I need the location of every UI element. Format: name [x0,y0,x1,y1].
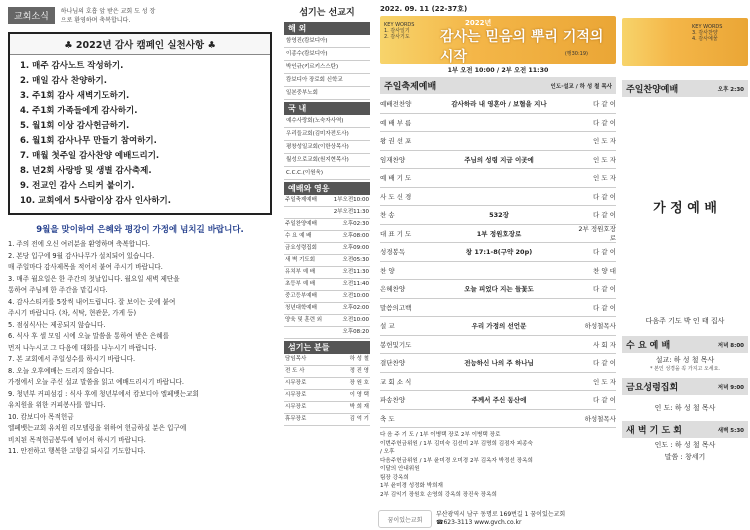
notice-column [0,0,280,530]
family-service: 가 정 예 배 [653,201,717,216]
wed-sermon: 설교: 하 성 철 목사 [655,356,715,364]
order-leader: 다 같 이 [593,303,616,312]
notice-desc-2: 으로 환영하며 축복합니다. [60,17,131,24]
worship-time: 오후08:20 [328,327,370,339]
order-part: 왕 권 선 포 [380,137,412,146]
church-phone: ☎623-3113 www.gvch.co.kr [436,519,522,526]
mission-item: 평창성일교회(이한상목사) [284,141,370,154]
order-leader: 인 도 자 [593,155,616,164]
order-part: 찬 송 [380,211,395,220]
order-row [380,114,616,133]
notice-item: 통하여 주님께 한 주간을 맡깁시다. [8,286,108,294]
order-leader: 다 같 이 [593,211,616,220]
domestic-header: 국 내 [284,102,370,115]
campaign-item: 3. 주1회 감사 새벽기도하기. [20,91,130,101]
order-row [380,280,616,299]
servant-row [284,414,370,426]
banner-year: 2022년 [465,19,492,27]
missions-title: 섬기는 선교지 [299,8,355,18]
order-part: 사 도 신 경 [380,192,412,201]
order-content: 전능하신 나의 주 하나님 [464,359,534,368]
dawn-sermon: 말씀 : 창세기 [664,453,706,461]
order-part: 임재찬양 [380,155,406,164]
worship-time-row [284,303,370,315]
order-part: 봉헌및기도 [380,340,412,349]
fri-time: 저녁 9:00 [717,384,744,391]
campaign-box [8,32,272,215]
order-leader: 찬 양 대 [593,266,616,275]
keywords-left [384,22,414,40]
wed-time: 저녁 8:00 [717,342,744,349]
worship-name: 유치부 예 배 [284,267,328,279]
order-part: 예 배 부 름 [380,118,412,127]
servant-row [284,378,370,390]
worship-time: 오후09:00 [328,243,370,255]
notice-header [8,6,272,24]
order-row [380,95,616,114]
order-part: 결단찬양 [380,359,406,368]
mission-item: 이종수(캄보디아) [284,48,370,61]
worship-time-row [284,219,370,231]
order-row [380,354,616,373]
order-leader: 인 도 자 [593,174,616,183]
order-row [380,151,616,170]
order-row [380,410,616,429]
servant-row [284,354,370,366]
keyword-label: KEY WORDS [384,22,415,28]
worship-time-row [284,315,370,327]
duty-line: / 오후 [380,449,395,455]
service-lead: 인도·설교 / 하 성 철 목사 [550,83,612,90]
order-row [380,391,616,410]
next-prayer: 다음주 기도 박 인 태 집사 [645,317,725,325]
order-content: 창 17:1-8(구약 20p) [465,248,533,257]
notice-item: 8. 오늘 오후예배는 드리지 않습니다. [8,366,114,375]
notice-item: 9. 청년부 커피섬김 : 식사 후에 청년부에서 캄보디아 엘페뱃는교회 [8,389,199,398]
notice-item: 6. 식사 후 셀 모임 시에 오늘 말씀을 통하여 받은 은혜를 [8,332,170,340]
servant-role: 담임목사 [284,354,329,366]
servant-row [284,366,370,378]
bulletin-date: 2022. 09. 11 (22-37호) [380,5,468,13]
sidebar-column [282,0,372,530]
worship-name: 금요성령집회 [284,243,328,255]
notice-item: 먼저 나누시고 그 다음에 대화를 나누시기 바랍니다. [8,343,157,352]
wed-service-bar [622,336,748,353]
servant-role: 시무장로 [284,390,329,402]
order-leader: 다 같 이 [593,248,616,257]
order-row [380,262,616,281]
notice-tag: 교회소식 [8,7,55,24]
campaign-item: 2. 매일 감사 찬양하기. [20,76,107,86]
servant-name: 하 성 철 [329,354,370,366]
order-row [380,243,616,262]
order-part: 대 표 기 도 [380,229,412,238]
campaign-item: 5. 월1회 이상 감사헌금하기. [20,121,130,131]
campaign-item: 1. 매주 감사노트 작성하기. [20,61,124,71]
notice-item: 1. 주의 전에 오신 여러분을 환영하며 축복합니다. [8,240,150,248]
servant-name: 김 억 기 [329,414,370,426]
order-leader: 인 도 자 [593,137,616,146]
notice-item: 11. 안전하고 행복한 고향길 되시길 기도합니다. [8,447,146,455]
order-part: 교 회 소 식 [380,377,412,386]
duty-line: 이달의 안내위원 [380,466,420,472]
order-row [380,336,616,355]
servant-role: 휴무장로 [284,414,329,426]
notice-item: 매 주일마다 감사제목을 적어서 붙여 주시기 바랍니다. [8,263,163,271]
notice-item: 3. 매주 월요일은 한 주간의 첫날입니다. 월요일 새벽 제단을 [8,274,180,283]
worship-time: 오전05:30 [328,255,370,267]
order-leader: 다 같 이 [593,118,616,127]
keyword-item: 4. 감사예물 [692,36,718,42]
notice-item: 5. 점심식사는 제공되지 않습니다. [8,320,106,329]
campaign-item: 4. 주1회 가족들에게 감사하기. [20,106,138,116]
order-part: 말씀의고백 [380,303,412,312]
domestic-list [284,115,370,180]
main-service-bar [380,77,616,94]
notice-item: 비치된 목적헌금봉투에 넣어서 하시기 바랍니다. [8,435,146,444]
campaign-item: 10. 교회에서 5사람이상 감사 인사하기. [20,196,171,206]
order-part: 축 도 [380,414,395,423]
mission-item: 함영진(캄보디아) [284,35,370,48]
order-leader: 다 같 이 [593,192,616,201]
order-leader: 인 도 자 [593,377,616,386]
worship-name: 주일축제예배 [284,195,328,207]
servant-role: 시무장로 [284,378,329,390]
right-banner [622,18,748,66]
dawn-service-bar [622,421,748,438]
duty-line: 다음주헌금위원 / 1부 윤미경 오미경 2부 김옥자 박정선 장옥희 [380,457,533,464]
duty-line: 이번주헌금위원 / 1부 김미숙 김선미 2부 김명희 김점자 피종숙 [380,440,533,447]
order-content: 감사하라 내 영혼아 / 보혈을 지나 [451,100,547,109]
order-part: 예 배 기 도 [380,174,412,183]
worship-time: 오후02:30 [328,219,370,231]
mission-item: 예수사랑회(노숙자사역) [284,115,370,128]
servant-row [284,390,370,402]
service-times: 1부 오전 10:00 / 2부 오전 11:30 [447,67,549,74]
campaign-title: ♣ 2022년 감사 캠페인 실천사항 ♣ [10,34,270,55]
worship-time: 오전10:00 [328,291,370,303]
worship-time-row [284,195,370,207]
campaign-item: 8. 년2회 사랑방 및 생별 감사축제. [20,166,152,176]
order-content: 주님의 성령 지금 이곳에 [464,155,534,164]
order-content: 532장 [489,211,509,220]
worship-time-row [284,291,370,303]
order-leader: 사 회 자 [593,340,616,349]
worship-time-row [284,243,370,255]
worship-time: 오후08:00 [328,231,370,243]
church-logo: 꿈이있는교회 [378,510,432,528]
service-info [380,66,616,75]
order-row [380,132,616,151]
order-leader: 다 같 이 [593,359,616,368]
order-leader: 하성철목사 [584,414,616,423]
worship-time-row [284,267,370,279]
keyword-item: 1. 감사일기 [384,28,410,34]
theme-banner [380,16,616,64]
notice-item: 10. 캄보디아 목적헌금 [8,412,74,421]
worship-name: 양육 및 훈련 외 [284,315,328,327]
worship-name: 새 벽 기도회 [284,255,328,267]
keywords-right [692,24,722,42]
duty-line: 1부 윤미경 성정화 박희재 [380,483,443,489]
mission-item: 일본중부노회 [284,87,370,100]
worship-time-row [284,327,370,339]
notice-item: 7. 본 교회에서 주일성수를 하시기 바랍니다. [8,355,136,363]
church-address: 부산광역시 남구 동명로 169번길 1 꿈이있는교회 [436,511,566,518]
worship-times-table [284,195,370,339]
notice-item: 가정에서 오늘 주신 설교 말씀을 읽고 예배드리시기 바랍니다. [8,378,185,386]
schedule-column [620,0,750,530]
mission-item: 우리들교회(김미자전도사) [284,128,370,141]
main-service-title: 주일축제예배 [384,82,437,92]
worship-time-row [284,255,370,267]
worship-time-row [284,231,370,243]
worship-name [284,207,328,219]
keyword-item: 2. 감사기도 [384,34,410,40]
worship-time: 2부오전11:30 [328,207,370,219]
worship-times-header: 예배와 영응 [284,182,370,195]
servant-name: 이 영 택 [329,390,370,402]
servant-row [284,402,370,414]
worship-name: 초등부 예 배 [284,279,328,291]
servants-table [284,354,370,426]
order-row [380,225,616,244]
order-content: 우리 가정의 선언문 [471,322,527,331]
servant-name: 장 원 호 [329,378,370,390]
order-part: 성경봉독 [380,248,406,257]
order-part: 설 교 [380,322,395,331]
order-part: 예배전찬양 [380,100,412,109]
campaign-list [10,55,270,213]
worship-name: 수 요 예 배 [284,231,328,243]
order-leader: 다 같 이 [593,100,616,109]
fri-lead: 인 도: 하 성 철 목사 [654,404,716,412]
notice-item: 엘페뱃는교회 유치원 리모델링을 위하여 헌금하실 분은 입구에 [8,424,187,432]
order-row [380,299,616,318]
notice-desc-1: 하나님의 호흡 앞 받은 교회 도 성 장 [60,8,156,15]
order-row [380,188,616,207]
dawn-title: 새 벽 기 도 회 [626,426,683,436]
worship-time-row [284,207,370,219]
order-of-service [380,95,616,428]
worship-name: 중고등부예배 [284,291,328,303]
order-leader: 하성철목사 [584,322,616,331]
banner-ref: (행30:19) [564,51,588,57]
campaign-item: 6. 월1회 감사나무 만들기 참여하기. [20,136,157,146]
bulletin-column [378,0,618,530]
praise-service-bar [622,80,748,97]
worship-time: 오전11:30 [328,267,370,279]
worship-time-row [284,279,370,291]
order-row [380,206,616,225]
notice-headline: 9월을 맞이하여 은혜와 평강이 가정에 넘치길 바랍니다. [36,225,244,235]
dawn-lead: 인도 : 하 성 철 목사 [654,441,716,449]
worship-time: 오후02:00 [328,303,370,315]
order-part: 찬 양 [380,266,395,275]
order-content: 오늘 피었다 지는 들꽃도 [464,285,534,294]
notice-item: 주시기 바랍니다. (차, 식탁, 현관문, 가게 등) [8,309,137,317]
worship-name: 주일찬양예배 [284,219,328,231]
servant-role: 시무장로 [284,402,329,414]
banner-title: 감사는 믿음의 뿌리 기적의 시작 [440,29,604,65]
mission-item: 박인규(키르키스스탄) [284,61,370,74]
overseas-list [284,35,370,100]
campaign-item: 9. 전교인 감사 스티커 붙이기. [20,181,135,191]
footer [378,510,618,528]
mission-item: 캄보디아 장로회 신학교 [284,74,370,87]
order-row [380,373,616,392]
praise-time: 오후 2:30 [717,86,744,93]
notice-item: 유치원을 위한 커피봉사를 합니다. [8,401,106,409]
worship-time: 오전10:00 [328,315,370,327]
overseas-header: 해 외 [284,22,370,35]
keyword-item: 3. 감사찬양 [692,30,718,36]
notice-list [8,239,272,458]
wed-note: * 본인 성경을 꼭 가지고 오세요. [650,366,720,372]
campaign-item: 7. 매월 첫주일 감사찬양 예배드리기. [20,151,160,161]
duty-line: 팀장 강옥희 [380,474,409,481]
order-content: 1부 정원호장로 [476,229,522,238]
duty-line: 2부 김익기 장원호 손영희 강옥희 장진욱 장옥희 [380,491,497,498]
worship-time: 오전11:40 [328,279,370,291]
notice-item: 2. 본당 입구에 9월 감사나무가 설치되어 있습니다. [8,251,155,260]
mission-item: C.C.C.(이원욱) [284,167,370,180]
mission-item: 월성으로교회(원지현목사) [284,154,370,167]
fri-title: 금요성령집회 [626,383,679,393]
dawn-time: 새벽 5:30 [717,427,744,434]
order-content: 주께서 주신 동산에 [471,396,527,405]
worship-time: 1부오전10:00 [328,195,370,207]
order-leader: 다 같 이 [593,396,616,405]
servant-role: 전 도 사 [284,366,329,378]
worship-name: 청년대학예배 [284,303,328,315]
duty-line: 다 음 주 기 도 / 1부 이병택 장로 2부 이병택 장로 [380,432,501,438]
order-leader: 2부 정원호장로 [578,225,616,243]
praise-title: 주일찬양예배 [626,85,679,95]
order-row [380,317,616,336]
order-part: 파송찬양 [380,396,406,405]
servant-name: 박 희 재 [329,402,370,414]
worship-name [284,327,328,339]
order-leader: 다 같 이 [593,285,616,294]
notice-item: 4. 감사스티커를 5장씩 내어드립니다. 잘 보이는 곳에 붙여 [8,297,176,306]
wed-title: 수 요 예 배 [626,341,671,351]
fri-service-bar [622,378,748,395]
servant-name: 정 진 영 [329,366,370,378]
servants-header: 섬기는 분들 [284,341,370,354]
keyword-label: KEY WORDS [692,24,723,30]
duty-roster [380,431,616,499]
order-row [380,169,616,188]
order-part: 은혜찬양 [380,285,406,294]
